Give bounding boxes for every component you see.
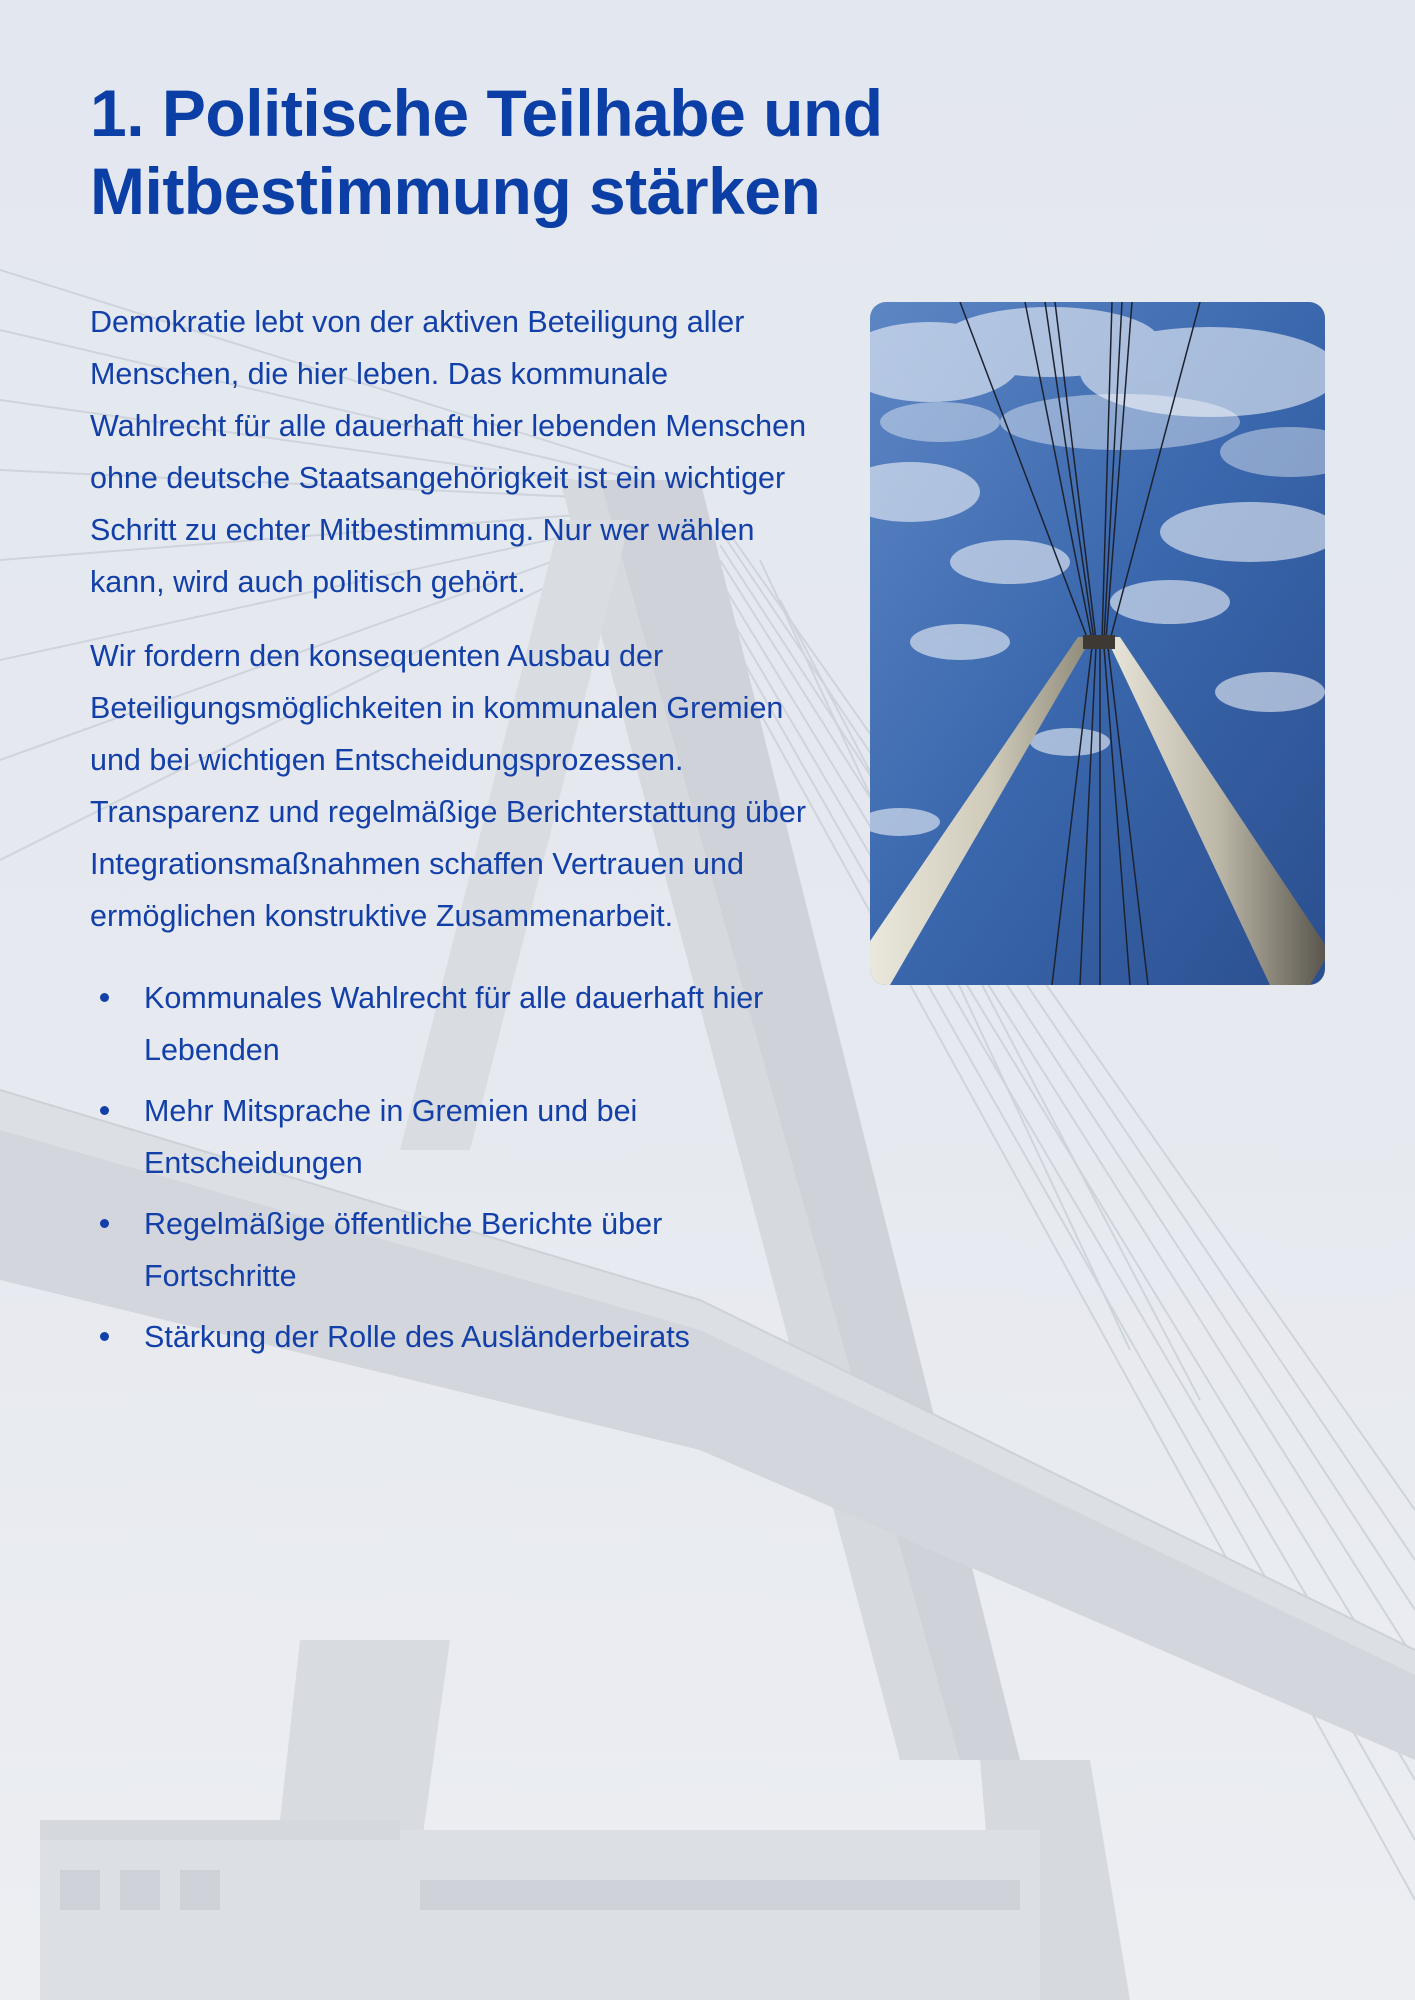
list-item-text: Regelmäßige öffentliche Berichte über Fortschritte: [144, 1207, 663, 1293]
bullet-icon: [100, 1332, 109, 1341]
page-title: 1. Politische Teilhabe und Mitbestimmung stärken: [90, 76, 883, 228]
demands-list: [90, 972, 810, 1363]
bullet-icon: [100, 1106, 109, 1115]
list-item: [90, 1085, 810, 1189]
demands-paragraph: Wir fordern den konsequenten Ausbau der Beteiligungsmöglichkeiten in kommunalen Gremien und bei wichtigen Entscheidungsprozessen. Transparenz und regelmäßige Berichterstattung über Integrationsmaßnahmen schaffen Vertrauen und ermöglichen konstruktive Zusammenarbeit.: [90, 639, 807, 933]
list-item: [90, 1198, 810, 1302]
intro-paragraph: Demokratie lebt von der aktiven Beteiligung aller Menschen, die hier leben. Das kommunale Wahlrecht für alle dauerhaft hier lebenden Menschen ohne deutsche Staatsangehörigkeit ist ein wichtiger Schritt zu echter Mitbestimmung. Nur wer wählen kann, wird auch politisch gehört.: [90, 305, 807, 599]
list-item: [90, 1311, 810, 1363]
list-item-text: Stärkung der Rolle des Ausländerbeirats: [144, 1320, 690, 1354]
pylon-sky-photo: [870, 302, 1325, 985]
bullet-icon: [100, 993, 109, 1002]
list-item-text: Kommunales Wahlrecht für alle dauerhaft hier Lebenden: [144, 981, 764, 1067]
list-item: [90, 972, 810, 1076]
bullet-icon: [100, 1219, 109, 1228]
main-content: [90, 296, 810, 1372]
list-item-text: Mehr Mitsprache in Gremien und bei Entscheidungen: [144, 1094, 638, 1180]
